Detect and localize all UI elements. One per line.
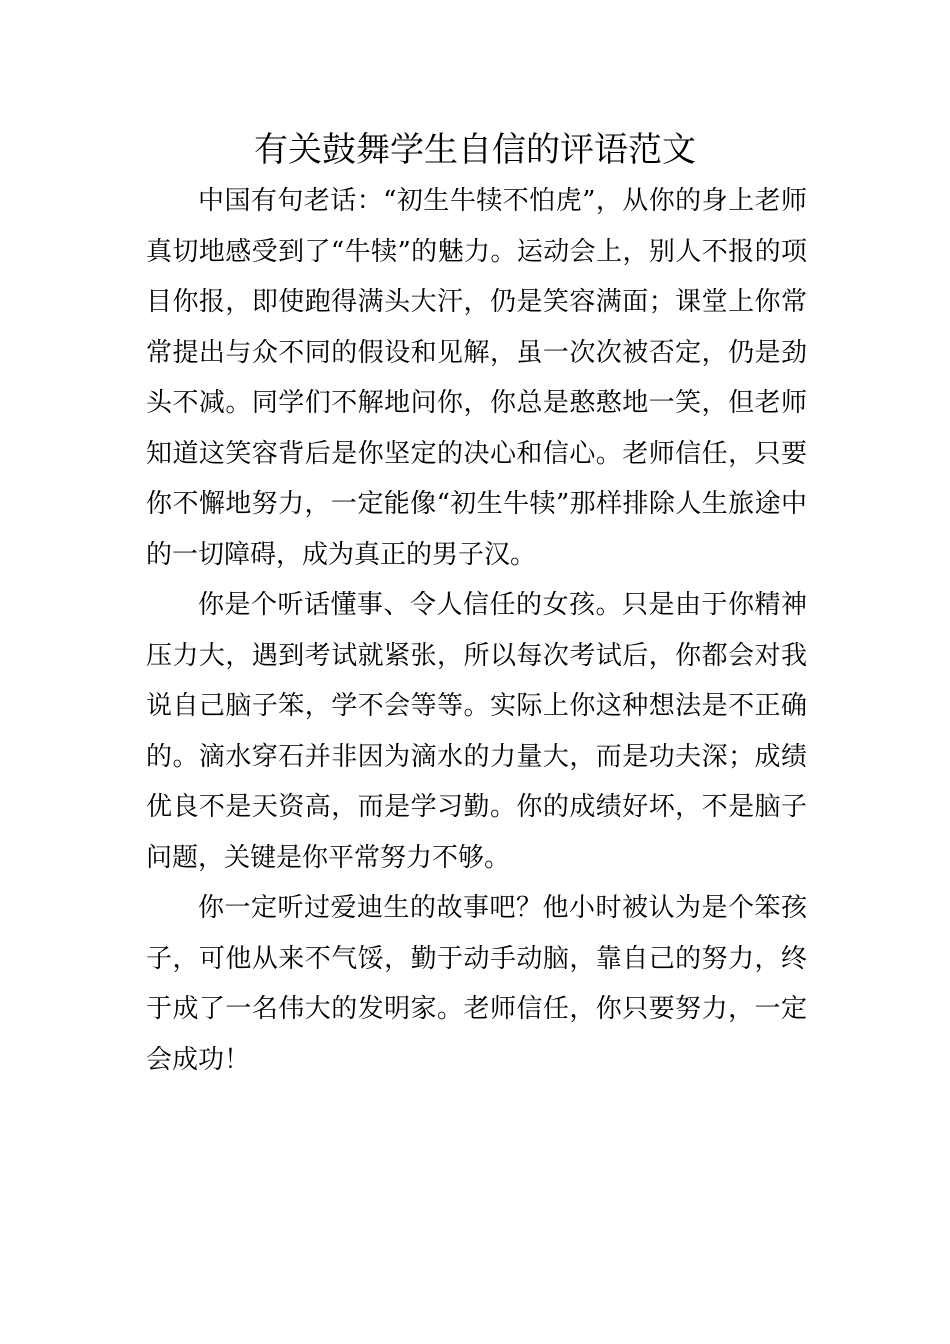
paragraph-3: 你一定听过爱迪生的故事吧？他小时被认为是个笨孩子，可他从来不气馁，勤于动手动脑，靠自己的努力，终于成了一名伟大的发明家。老师信任，你只要努力，一定会成功！ <box>146 893 807 1075</box>
document-title: 有关鼓舞学生自信的评语范文 <box>254 130 696 170</box>
paragraph-1: 中国有句老话：“初生牛犊不怕虎”，从你的身上老师真切地感受到了“牛犊”的魅力。运动会上，别人不报的项目你报，即使跑得满头大汗，仍是笑容满面；课堂上你常常提出与众不同的假设和见解，虽一次次被否定，仍是劲头不减。同学们不解地问你，你总是憨憨地一笑，但老师知道这笑容背后是你坚定的决心和信心。老师信任，只要你不懈地努力，一定能像“初生牛犊”那样排除人生旅途中的一切障碍，成为真正的男子汉。 <box>146 186 807 570</box>
paragraph-2: 你是个听话懂事、令人信任的女孩。只是由于你精神压力大，遇到考试就紧张，所以每次考试后，你都会对我说自己脑子笨，学不会等等。实际上你这种想法是不正确的。滴水穿石并非因为滴水的力量大，而是功夫深；成绩优良不是天资高，而是学习勤。你的成绩好坏，不是脑子问题，关键是你平常努力不够。 <box>146 590 807 873</box>
document-body <box>146 176 807 1085</box>
